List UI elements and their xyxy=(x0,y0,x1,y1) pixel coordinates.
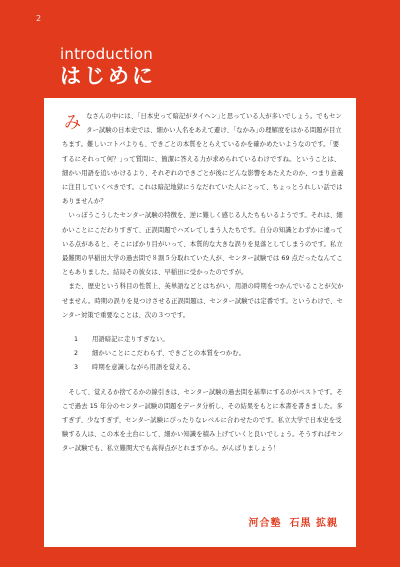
signature-name: 石黒 拡親 xyxy=(289,518,338,529)
list-text: 細かいことにこだわらず、できごとの本質をつかむ。 xyxy=(92,350,246,358)
body-text xyxy=(62,110,344,457)
list-item xyxy=(74,361,344,375)
title-japanese: はじめに xyxy=(60,64,156,88)
key-points-list xyxy=(74,333,344,376)
signature-school: 河合塾 xyxy=(248,518,282,529)
paragraph-2: いっぽうこうしたセンター試験の特徴を、逆に難しく感じる人たちもいるようです。それは、細かいことにこだわりすぎて、正誤問題でハズレてしまう人たちです。自分の知識とわずかに違っている点があると、そこにばかり目がいって、本質的な大きな誤りを見落としてしまうのです。私立最難関の早稲田大学の過去問で８割５分取れていた人が、センター試験では 69 点だったなんてこともありました。結局その彼女は、早稲田に受かったのですが。 xyxy=(62,212,343,277)
list-item xyxy=(74,347,344,361)
list-number: 2 xyxy=(74,350,79,358)
paragraph-1-text: なさんの中には、｢日本史って暗記がタイヘン｣と思っている人が多いでしょう。でもセンター試験の日本史では、細かい人名をあえて避け、｢なかみ｣の理解度をはかる問題が目立ちます。難しいコトバよりも、できごとの本質をとらえているかを確かめたいようなのです。｢要するにそれって何？｣って質問に、簡潔に答える力が求められているわけですね。ということは、細かい用語を追いかけるより、それぞれのできごとが後にどんな影響をあたえたのか、つまり意義に注目していくべきです。これは暗記地獄にうなだれていた人にとって、ちょっとうれしい話ではありませんか？ xyxy=(62,113,344,206)
paragraph-3: また、歴史という科目の性質上、英単語などとはちがい、用語の時期をつかんでいることが欠かせません。時期の誤りを見つけさせる正誤問題は、センター試験では定番です。というわけで、センター対策で重要なことは、次の３つです。 xyxy=(62,283,344,319)
author-signature xyxy=(241,514,338,529)
list-number: 1 xyxy=(74,336,79,344)
list-item xyxy=(74,333,344,347)
list-text: 用語暗記に走りすぎない。 xyxy=(92,336,169,344)
paragraph-4: そして、覚えるか捨てるかの線引きは、センター試験の過去問を基準にするのがベストです。そこで過去 15 年分のセンター試験の問題をデータ分析し、その結果をもとに本書を書きました。多すぎず、少なすぎず、センター試験にぴったりなレベルに合わせたのです。私立大学で日本史を受験する人は、この本を土台にして、細かい知識を積み上げていくと良いでしょう。そうすればセンター試験でも、私立難関大でも高得点がとれますから。がんばりましょう！ xyxy=(62,388,344,453)
list-text: 時期を意識しながら用語を覚える。 xyxy=(92,364,195,372)
drop-cap: み xyxy=(64,113,82,133)
list-number: 3 xyxy=(74,364,79,372)
text-panel xyxy=(44,98,356,547)
title-english: introduction xyxy=(60,45,153,63)
page-number: 2 xyxy=(36,14,42,23)
header xyxy=(60,46,156,89)
paragraph-1 xyxy=(62,110,344,209)
